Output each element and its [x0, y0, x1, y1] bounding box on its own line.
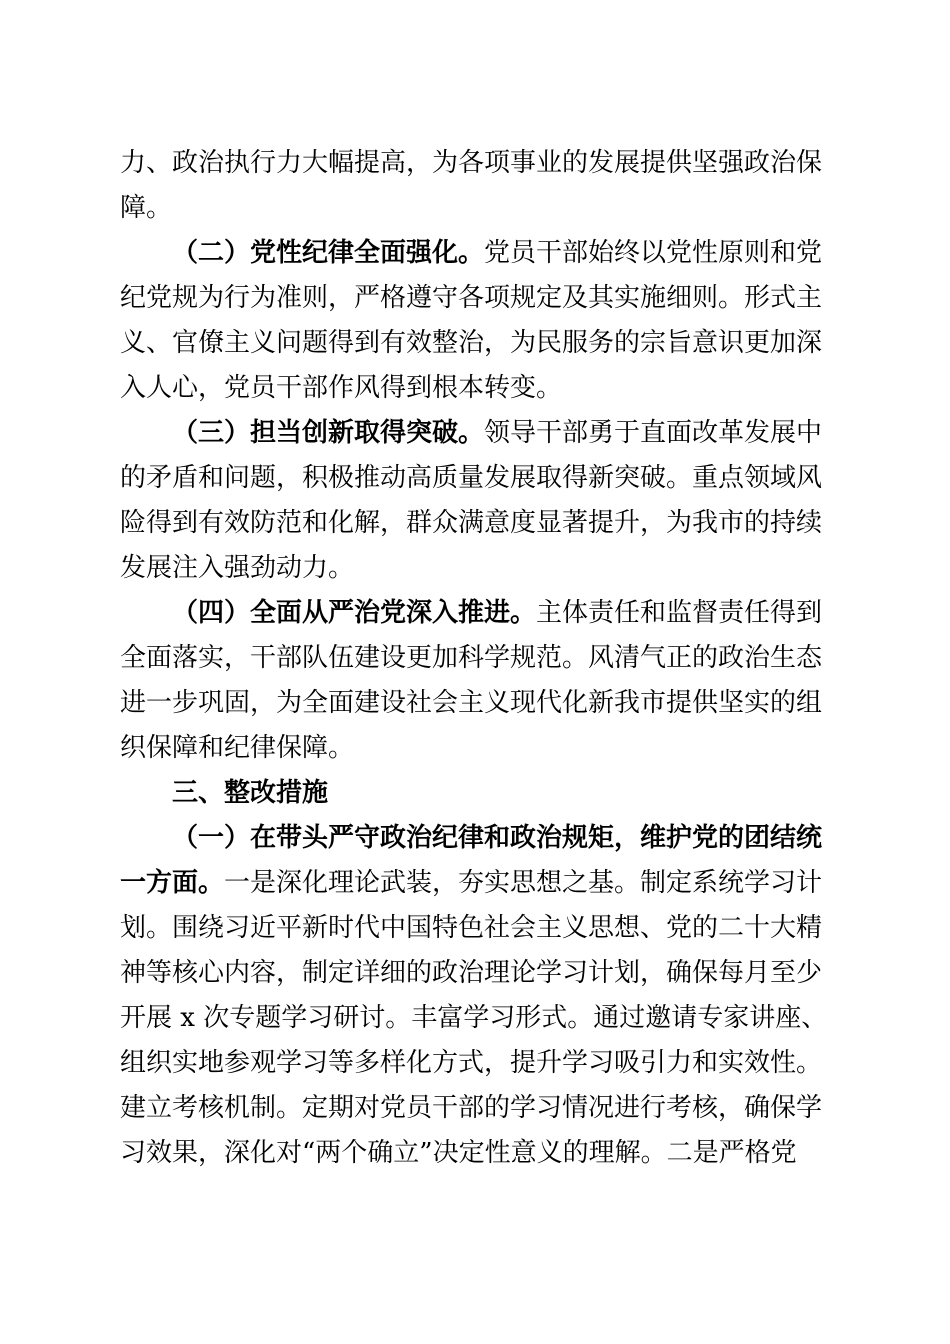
text-line: 建立考核机制。定期对党员干部的学习情况进行考核，确保学: [120, 1093, 823, 1123]
text-line: 划。围绕习近平新时代中国特色社会主义思想、党的二十大精: [120, 913, 823, 943]
text-line: 进一步巩固，为全面建设社会主义现代化新我市提供坚实的组: [120, 688, 823, 718]
text-line: 的矛盾和问题，积极推动高质量发展取得新突破。重点领域风: [120, 463, 823, 493]
section-item-title: （二）党性纪律全面强化。: [172, 238, 485, 268]
text-line: 一方面。一是深化理论武装，夯实思想之基。制定系统学习计: [120, 868, 823, 898]
section-item-title: （三）担当创新取得突破。: [172, 418, 485, 448]
section-heading: 三、整改措施: [172, 778, 329, 808]
text-line: 神等核心内容，制定详细的政治理论学习计划，确保每月至少: [120, 958, 823, 988]
text-line: 习效果，深化对“两个确立”决定性意义的理解。二是严格党: [120, 1138, 797, 1168]
measure-item-1: [120, 818, 830, 858]
text-line: 组织实地参观学习等多样化方式，提升学习吸引力和实效性。: [120, 1048, 823, 1078]
text-line: 织保障和纪律保障。: [120, 733, 355, 763]
section-item-3: （三）担当创新取得突破。领导干部勇于直面改革发展中: [172, 418, 823, 448]
text-line: 力、政治执行力大幅提高，为各项事业的发展提供坚强政治保: [120, 148, 823, 178]
text-line: 入人心，党员干部作风得到根本转变。: [120, 373, 563, 403]
text-line: 险得到有效防范和化解，群众满意度显著提升，为我市的持续: [120, 508, 823, 538]
section-item-4: （四）全面从严治党深入推进。主体责任和监督责任得到: [172, 598, 823, 628]
measure-item-title: （一）在带头严守政治纪律和政治规矩，维护党的团结统: [172, 823, 823, 853]
text-line: 全面落实，干部队伍建设更加科学规范。风清气正的政治生态: [120, 643, 823, 673]
text-line: 发展注入强劲动力。: [120, 553, 355, 583]
measure-item-title-cont: 一方面。: [120, 868, 225, 898]
section-item-title: （四）全面从严治党深入推进。: [172, 598, 537, 628]
text-line: 开展 x 次专题学习研讨。丰富学习形式。通过邀请专家讲座、: [120, 1003, 828, 1033]
text-line: 障。: [120, 193, 173, 223]
section-item-2: （二）党性纪律全面强化。党员干部始终以党性原则和党: [172, 238, 823, 268]
text-line: 义、官僚主义问题得到有效整治，为民服务的宗旨意识更加深: [120, 328, 823, 358]
text-line: 纪党规为行为准则，严格遵守各项规定及其实施细则。形式主: [120, 283, 823, 313]
